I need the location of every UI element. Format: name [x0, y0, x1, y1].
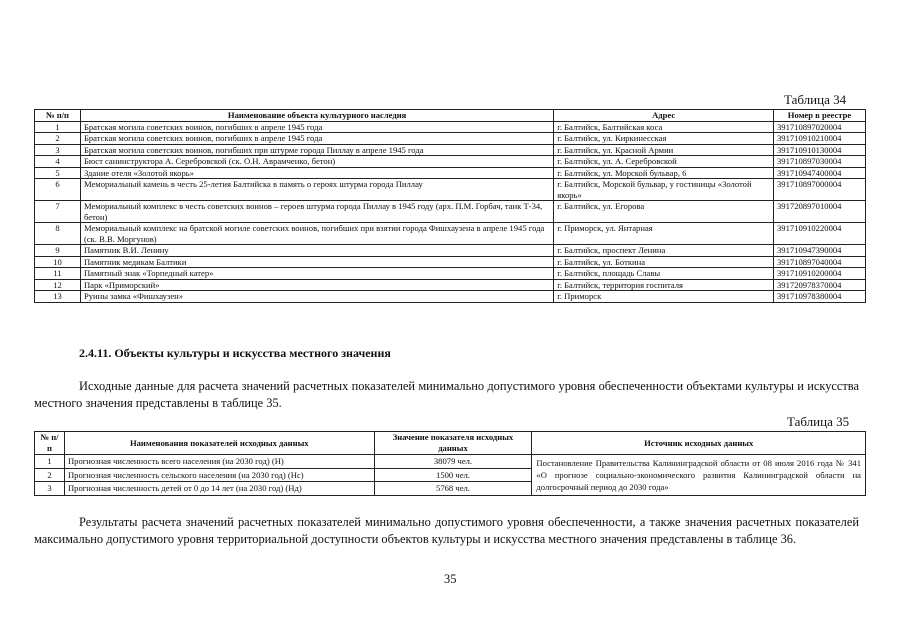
- registry-number: 391710910210004: [774, 133, 866, 145]
- indicator-value: 5768 чел.: [374, 482, 532, 496]
- registry-number: 391710897030004: [774, 156, 866, 168]
- intro-paragraph: Исходные данные для расчета значений расчетных показателей минимально допустимого уровня обеспеченности объектами культуры и искусства местного значения представлены в таблице 35.: [34, 379, 859, 410]
- column-header-source: Источник исходных данных: [532, 432, 866, 455]
- registry-number: 391710910130004: [774, 144, 866, 156]
- table-35-caption: Таблица 35: [787, 414, 850, 429]
- table-row: [35, 268, 866, 280]
- table-header-row: [35, 110, 866, 122]
- table-row: [35, 201, 866, 223]
- table-row: [35, 223, 866, 245]
- address: г. Балтийск, ул. Красной Армии: [554, 144, 774, 156]
- table-row: [35, 179, 866, 201]
- table-row: [35, 279, 866, 291]
- address: г. Балтийск, ул. А. Серебровской: [554, 156, 774, 168]
- row-number: 1: [35, 455, 65, 469]
- address: г. Балтийск, Балтийская коса: [554, 121, 774, 133]
- object-name: Памятный знак «Торпедный катер»: [80, 268, 553, 280]
- table-header-row: [35, 432, 866, 455]
- column-header-object-name: Наименование объекта культурного наследия: [80, 110, 553, 122]
- row-number: 5: [35, 167, 81, 179]
- row-number: 2: [35, 468, 65, 482]
- address: г. Приморск: [554, 291, 774, 303]
- address: г. Балтийск, ул. Морской бульвар, 6: [554, 167, 774, 179]
- registry-number: 391710947400004: [774, 167, 866, 179]
- indicator-name: Прогнозная численность детей от 0 до 14 лет (на 2030 год) (Нд): [64, 482, 374, 496]
- object-name: Мемориальный камень в честь 25-летия Балтийска в память о героях штурма города Пиллау: [80, 179, 553, 201]
- object-name: Мемориальный комплекс в честь советских воинов – героев штурма города Пиллау в 1945 году (арх. П.М. Горбач, танк Т-34, бетон): [80, 201, 553, 223]
- table-row: [35, 455, 866, 469]
- section-heading: 2.4.11. Объекты культуры и искусства местного значения: [79, 346, 391, 360]
- table-row: [35, 291, 866, 303]
- row-number: 3: [35, 482, 65, 496]
- row-number: 13: [35, 291, 81, 303]
- table-row: [35, 156, 866, 168]
- row-number: 3: [35, 144, 81, 156]
- address: г. Балтийск, ул. Боткина: [554, 256, 774, 268]
- source-cell: Постановление Правительства Калининградской области от 08 июля 2016 года № 341 «О прогнозе социально-экономического развития Калининградской области на долгосрочный период до 2030 года»: [532, 455, 866, 496]
- row-number: 10: [35, 256, 81, 268]
- registry-number: 391710910220004: [774, 223, 866, 245]
- indicator-value: 38079 чел.: [374, 455, 532, 469]
- address: г. Балтийск, ул. Егорова: [554, 201, 774, 223]
- object-name: Братская могила советских воинов, погибших при штурме города Пиллау в апреле 1945 года: [80, 144, 553, 156]
- source-data-table: [34, 431, 866, 496]
- row-number: 11: [35, 268, 81, 280]
- column-header-number: № п/п: [35, 432, 65, 455]
- registry-number: 391710947390004: [774, 245, 866, 257]
- object-name: Здание отеля «Золотой якорь»: [80, 167, 553, 179]
- registry-number: 391720978370004: [774, 279, 866, 291]
- indicator-name: Прогнозная численность сельского населения (на 2030 год) (Нс): [64, 468, 374, 482]
- column-header-registry-number: Номер в реестре: [774, 110, 866, 122]
- row-number: 2: [35, 133, 81, 145]
- address: г. Балтийск, проспект Ленина: [554, 245, 774, 257]
- address: г. Приморск, ул. Янтарная: [554, 223, 774, 245]
- column-header-indicator-name: Наименования показателей исходных данных: [64, 432, 374, 455]
- registry-number: 391710897000004: [774, 179, 866, 201]
- column-header-number: № п/п: [35, 110, 81, 122]
- table-row: [35, 133, 866, 145]
- page-number: 35: [444, 572, 457, 586]
- results-paragraph: Результаты расчета значений расчетных показателей минимально допустимого уровня обеспеченности, а также значения расчетных показателей максимально допустимого уровня территориальной доступности объектов культуры и искусства местного значения представлены в таблице 36.: [34, 515, 859, 546]
- row-number: 6: [35, 179, 81, 201]
- table-row: [35, 245, 866, 257]
- table-row: [35, 256, 866, 268]
- row-number: 12: [35, 279, 81, 291]
- registry-number: 391710978380004: [774, 291, 866, 303]
- registry-number: 391710910200004: [774, 268, 866, 280]
- row-number: 1: [35, 121, 81, 133]
- object-name: Памятник В.И. Ленину: [80, 245, 553, 257]
- row-number: 9: [35, 245, 81, 257]
- registry-number: 391710897040004: [774, 256, 866, 268]
- object-name: Бюст санинструктора А. Серебровской (ск. О.Н. Аврамченко, бетон): [80, 156, 553, 168]
- address: г. Балтийск, площадь Славы: [554, 268, 774, 280]
- column-header-indicator-value: Значение показателя исходных данных: [374, 432, 532, 455]
- address: г. Балтийск, Морской бульвар, у гостиницы «Золотой якорь»: [554, 179, 774, 201]
- address: г. Балтийск, ул. Киркинесская: [554, 133, 774, 145]
- row-number: 7: [35, 201, 81, 223]
- object-name: Братская могила советских воинов, погибших в апреле 1945 года: [80, 133, 553, 145]
- address: г. Балтийск, территория госпиталя: [554, 279, 774, 291]
- heritage-objects-table: [34, 109, 866, 303]
- indicator-name: Прогнозная численность всего населения (на 2030 год) (Н): [64, 455, 374, 469]
- object-name: Руины замка «Фишхаузен»: [80, 291, 553, 303]
- registry-number: 391720897010004: [774, 201, 866, 223]
- registry-number: 391710897020004: [774, 121, 866, 133]
- object-name: Памятник медикам Балтики: [80, 256, 553, 268]
- table-row: [35, 167, 866, 179]
- row-number: 4: [35, 156, 81, 168]
- table-row: [35, 121, 866, 133]
- object-name: Парк «Приморский»: [80, 279, 553, 291]
- indicator-value: 1500 чел.: [374, 468, 532, 482]
- row-number: 8: [35, 223, 81, 245]
- object-name: Мемориальный комплекс на братской могиле советских воинов, погибших при взятии города Фишхаузена в апреле 1945 года (ск. В.В. Моргунов): [80, 223, 553, 245]
- object-name: Братская могила советских воинов, погибших в апреле 1945 года: [80, 121, 553, 133]
- table-row: [35, 144, 866, 156]
- column-header-address: Адрес: [554, 110, 774, 122]
- table-34-caption: Таблица 34: [784, 92, 847, 107]
